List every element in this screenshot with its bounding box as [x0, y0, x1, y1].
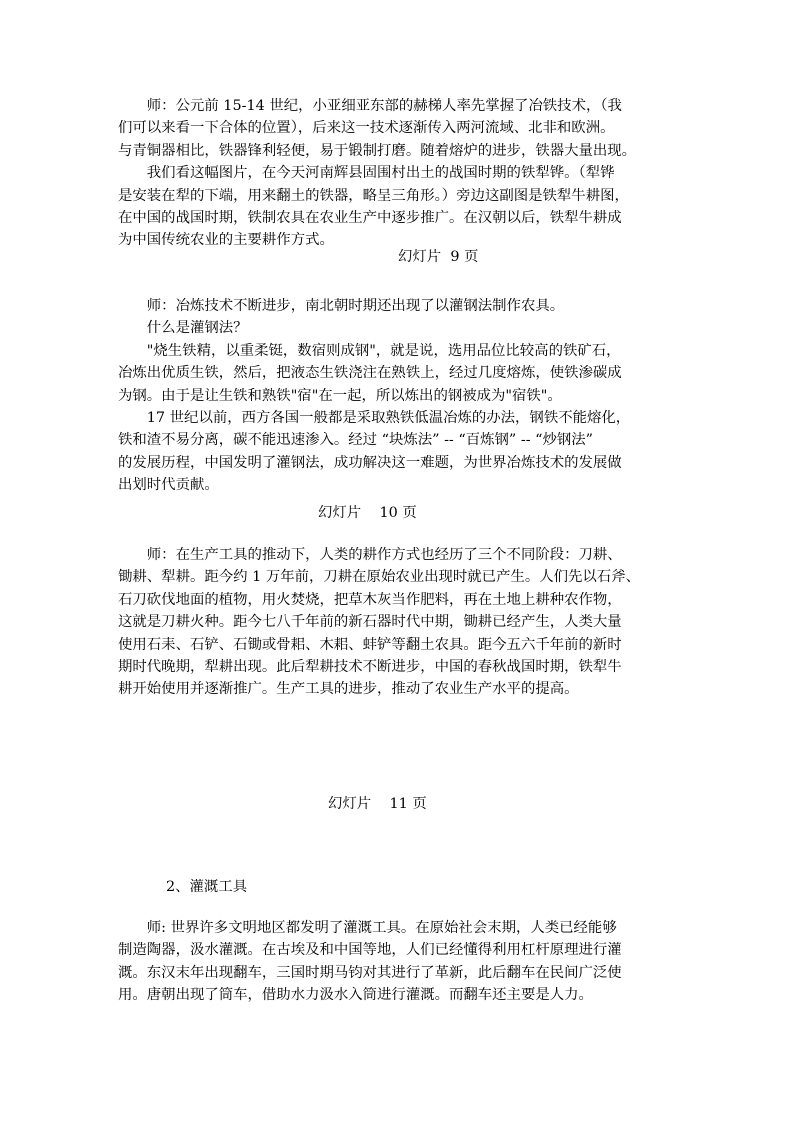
text-line: 我们看这幅图片，在今天河南辉县固围村出土的战国时期的铁犁铧。（犁铧 [118, 165, 615, 182]
text-line: 17 世纪以前，西方各国一般都是采取熟铁低温冶炼的办法，钢铁不能熔化， [118, 410, 631, 427]
text-line: 师：冶炼技术不断进步，南北朝时期还出现了以灌钢法制作农具。 [118, 298, 565, 314]
text-line: 师：公元前 15-14 世纪，小亚细亚东部的赫梯人率先掌握了冶铁技术，（我 [118, 98, 622, 114]
text-line: 石刀砍伐地面的植物，用火焚烧，把草木灰当作肥料，再在土地上耕种农作物， [118, 591, 622, 608]
text-line: 的发展历程，中国发明了灌钢法，成功解决这一难题，为世界冶炼技术的发展做 [118, 454, 622, 471]
text-line: 为中国传统农业的主要耕作方式。 [118, 232, 334, 249]
text-line: 使用石耒、石铲、石锄或骨耜、木耜、蚌铲等翻土农具。距今五六千年前的新时 [118, 636, 622, 653]
text-line: 是安装在犁的下端，用来翻土的铁器，略呈三角形。）旁边这副图是铁犁牛耕图， [118, 187, 629, 204]
slide-heading-10: 幻灯片 10 页 [318, 505, 417, 521]
text-line: 用。唐朝出现了筒车，借助水力汲水入筒进行灌溉。而翻车还主要是人力。 [118, 987, 593, 1004]
text-line: 在中国的战国时期，铁制农具在农业生产中逐步推广。在汉朝以后，铁犁牛耕成 [118, 210, 622, 227]
slide-heading-11: 幻灯片 11 页 [328, 796, 427, 812]
text-line: 师: 世界许多文明地区都发明了灌溉工具。在原始社会末期，人类已经能够 [118, 920, 617, 936]
section-heading-irrigation: 2、灌溉工具 [166, 879, 248, 895]
paragraph-farming-methods [118, 544, 678, 701]
text-line: 什么是灌钢法？ [118, 320, 248, 337]
text-line: 为钢。由于是让生铁和熟铁"宿"在一起，所以炼出的钢被成为"宿铁"。 [118, 387, 562, 404]
text-line: 出划时代贡献。 [118, 477, 219, 494]
paragraph-steel-infusion [118, 295, 678, 497]
paragraph-irrigation-tools [118, 917, 678, 1007]
text-line: 们可以来看一下合体的位置），后来这一技术逐渐传入两河流域、北非和欧洲。 [118, 120, 615, 137]
text-line: 铁和渣不易分离，碳不能迅速渗入。经过 “块炼法” -- “百炼钢” -- “炒钢法” [118, 432, 594, 449]
text-line: 师：在生产工具的推动下，人类的耕作方式也经历了三个不同阶段：刀耕、 [118, 547, 622, 563]
slide-heading-9: 幻灯片 9 页 [398, 249, 479, 265]
paragraph-iron-smelting [118, 95, 678, 252]
text-line: 冶炼出优质生铁，然后，把液态生铁浇注在熟铁上，经过几度熔炼，使铁渗碳成 [118, 365, 622, 382]
text-line: 期时代晚期，犁耕出现。此后犁耕技术不断进步，中国的春秋战国时期，铁犁牛 [118, 659, 622, 676]
text-line: 制造陶器，汲水灌溉。在古埃及和中国等地，人们已经懂得利用杠杆原理进行灌 [118, 942, 622, 959]
text-line: 锄耕、犁耕。距今约 1 万年前，刀耕在原始农业出现时就已产生。人们先以石斧、 [118, 569, 640, 586]
text-line: 这就是刀耕火种。距今七八千年前的新石器时代中期，锄耕已经产生，人类大量 [118, 614, 622, 631]
text-line: 耕开始使用并逐渐推广。生产工具的进步，推动了农业生产水平的提高。 [118, 681, 579, 698]
text-line: 溉。东汉末年出现翻车，三国时期马钧对其进行了革新，此后翻车在民间广泛使 [118, 964, 622, 981]
text-line: 与青铜器相比，铁器锋利轻便，易于锻制打磨。随着熔炉的进步，铁器大量出现。 [118, 142, 637, 159]
text-line: "烧生铁精，以重柔铤，数宿则成钢"，就是说，选用品位比较高的铁矿石， [118, 342, 621, 359]
